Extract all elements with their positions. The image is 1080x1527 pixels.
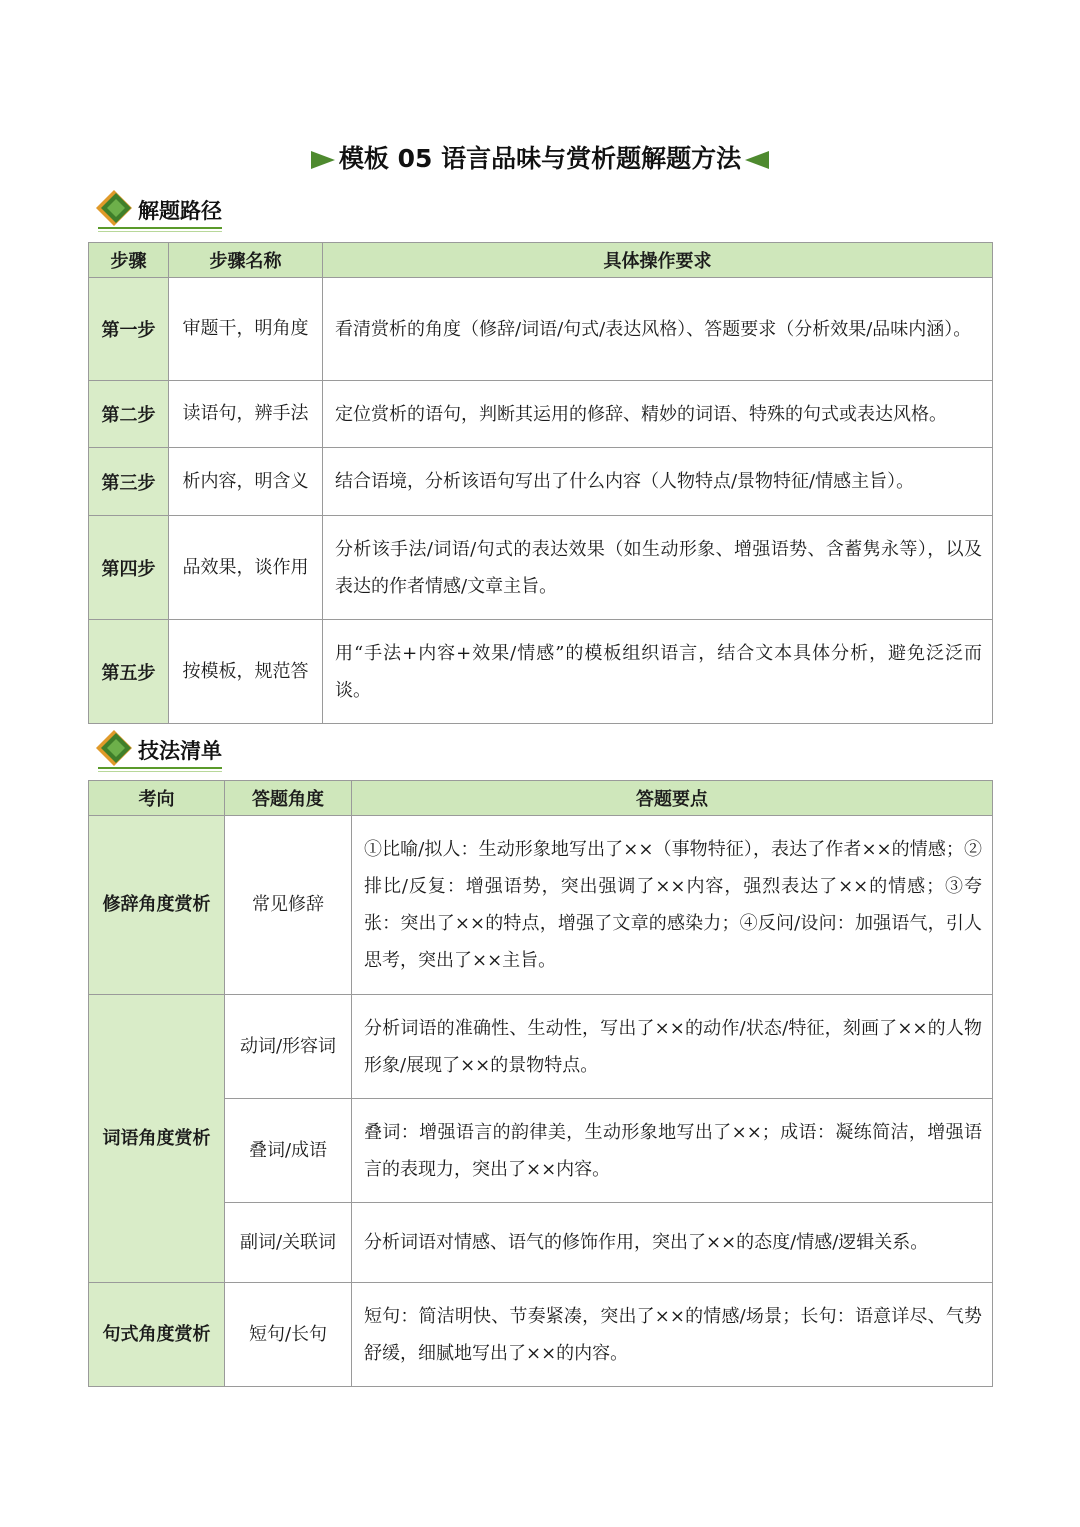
- category-cell: 词语角度赏析: [89, 995, 225, 1283]
- table-header-row: [89, 243, 993, 278]
- points-cell: 分析词语对情感、语气的修饰作用，突出了××的态度/情感/逻辑关系。: [352, 1203, 993, 1283]
- right-triangle-icon: [311, 151, 335, 169]
- table-row: [89, 1099, 993, 1203]
- column-header: 步骤: [89, 243, 169, 278]
- category-cell: 修辞角度赏析: [89, 816, 225, 995]
- step-detail-cell: 结合语境，分析该语句写出了什么内容（人物特点/景物特征/情感主旨）。: [323, 448, 993, 516]
- step-name-cell: 品效果，谈作用: [169, 516, 323, 620]
- step-detail-cell: 分析该手法/词语/句式的表达效果（如生动形象、增强语势、含蓄隽永等），以及表达的作者情感/文章主旨。: [323, 516, 993, 620]
- step-cell: 第五步: [89, 620, 169, 724]
- angle-cell: 叠词/成语: [225, 1099, 352, 1203]
- column-header: 答题要点: [352, 781, 993, 816]
- angle-cell: 常见修辞: [225, 816, 352, 995]
- left-triangle-icon: [745, 151, 769, 169]
- step-name-cell: 读语句，辨手法: [169, 381, 323, 448]
- angle-cell: 短句/长句: [225, 1283, 352, 1387]
- section-label: 解题路径: [138, 199, 222, 223]
- table-row: [89, 995, 993, 1099]
- table-row: [89, 448, 993, 516]
- points-cell: 叠词：增强语言的韵律美，生动形象地写出了××；成语：凝练简洁，增强语言的表现力，突出了××内容。: [352, 1099, 993, 1203]
- underline-divider: [98, 771, 222, 772]
- step-name-cell: 按模板，规范答: [169, 620, 323, 724]
- section-label: 技法清单: [138, 739, 222, 763]
- section-heading-techniques: [94, 728, 314, 776]
- page-title: 模板 05 语言品味与赏析题解题方法: [0, 140, 1080, 178]
- step-detail-cell: 用“手法+内容+效果/情感”的模板组织语言，结合文本具体分析，避免泛泛而谈。: [323, 620, 993, 724]
- table-row: [89, 1283, 993, 1387]
- points-cell: ①比喻/拟人：生动形象地写出了××（事物特征），表达了作者××的情感；②排比/反复：增强语势，突出强调了××内容，强烈表达了××的情感；③夸张：突出了××的特点，增强了文章的感染力；④反问/设问：加强语气，引人思考，突出了××主旨。: [352, 816, 993, 995]
- column-header: 考向: [89, 781, 225, 816]
- step-cell: 第三步: [89, 448, 169, 516]
- step-cell: 第一步: [89, 278, 169, 381]
- underline-divider: [98, 227, 222, 229]
- table-row: [89, 381, 993, 448]
- step-cell: 第二步: [89, 381, 169, 448]
- angle-cell: 副词/关联词: [225, 1203, 352, 1283]
- table-row: [89, 620, 993, 724]
- table-row: [89, 278, 993, 381]
- diamond-badge-icon: [94, 188, 138, 232]
- column-header: 具体操作要求: [323, 243, 993, 278]
- points-cell: 分析词语的准确性、生动性，写出了××的动作/状态/特征，刻画了××的人物形象/展现了××的景物特点。: [352, 995, 993, 1099]
- underline-divider: [98, 767, 222, 769]
- step-cell: 第四步: [89, 516, 169, 620]
- column-header: 步骤名称: [169, 243, 323, 278]
- underline-divider: [98, 231, 222, 232]
- table-row: [89, 816, 993, 995]
- table-header-row: [89, 781, 993, 816]
- step-detail-cell: 看清赏析的角度（修辞/词语/句式/表达风格）、答题要求（分析效果/品味内涵）。: [323, 278, 993, 381]
- angle-cell: 动词/形容词: [225, 995, 352, 1099]
- table-row: [89, 1203, 993, 1283]
- step-detail-cell: 定位赏析的语句，判断其运用的修辞、精妙的词语、特殊的句式或表达风格。: [323, 381, 993, 448]
- table-row: [89, 516, 993, 620]
- column-header: 答题角度: [225, 781, 352, 816]
- step-name-cell: 审题干，明角度: [169, 278, 323, 381]
- points-cell: 短句：简洁明快、节奏紧凑，突出了××的情感/场景；长句：语意详尽、气势舒缓，细腻地写出了××的内容。: [352, 1283, 993, 1387]
- diamond-badge-icon: [94, 728, 138, 772]
- step-name-cell: 析内容，明含义: [169, 448, 323, 516]
- section-heading-path: [94, 188, 314, 236]
- techniques-table: [88, 780, 993, 1387]
- category-cell: 句式角度赏析: [89, 1283, 225, 1387]
- steps-table: [88, 242, 993, 724]
